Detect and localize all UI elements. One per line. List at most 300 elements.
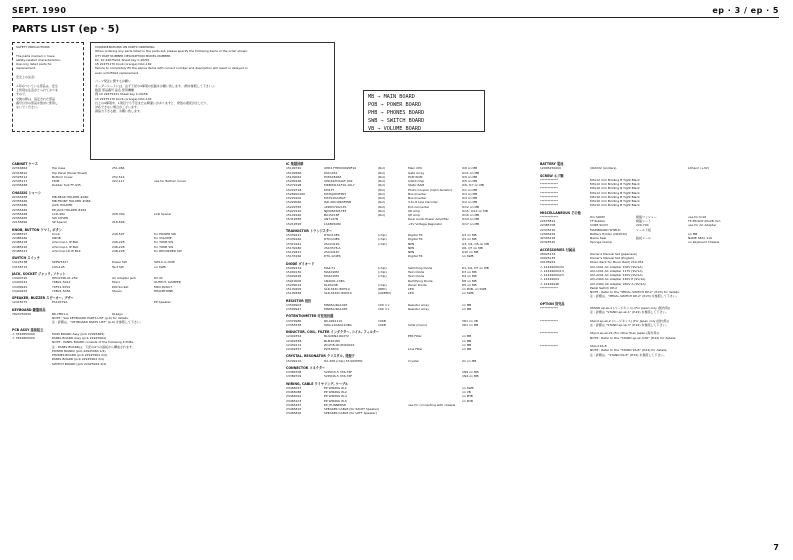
table-cell: 29025135 [540, 256, 556, 260]
table-row [12, 362, 257, 366]
ordering-line: 対応できない場合がございます。 [95, 105, 140, 110]
table-cell: 注 : 詳細は、“KEYBOARD PARTS LIST” (p.9) を参照して下さい。 [52, 320, 143, 325]
table-cell: ************ [540, 186, 558, 191]
table-cell: SWITCH BOARD (pcb 22925964 4/4) [52, 361, 107, 366]
table-cell: Q3 on MB [462, 233, 477, 237]
table-cell: NOTE : See KEYBOARD PARTS LIST (p.9) for details. [52, 316, 129, 320]
table-cell: Bottom Cover [52, 174, 73, 179]
table-cell: 228-300 [112, 211, 125, 216]
table-cell: 248-228 [112, 244, 125, 249]
table-row [286, 323, 531, 327]
safety-line: 番号以外の部品を絶対に使用し [16, 100, 59, 105]
table-cell: 12905250000 [540, 166, 561, 171]
table-cell: IC10 on MB [462, 217, 480, 222]
table-cell: 15199720 [286, 166, 302, 171]
table-cell: NPN [408, 250, 415, 254]
table-cell: YKF51-5054 [52, 284, 71, 289]
table-cell: M3x10 mm Binding B Tight Black [590, 182, 640, 186]
table-cell: 銘板シール [636, 236, 651, 240]
table-cell: 22355465 [12, 216, 28, 220]
table-cell: on SWB [462, 385, 474, 390]
table-cell: LOS-105 [52, 264, 65, 269]
table-cell: BLM32180 [324, 338, 340, 343]
table-cell: NOTE : PANEL BOARD consists of the following 4 PCBs. [52, 340, 134, 345]
table-cell: M3x16 mm Binding B Tight Black [590, 199, 640, 203]
table-cell: SW COVER [52, 216, 69, 220]
table-cell: 13379980 [286, 318, 302, 323]
table-cell: 15299166 [286, 179, 302, 183]
table-cell: Owner's Manual Set (English) [590, 256, 635, 260]
table-cell: M4x16 mm Binding B Tight Black [590, 194, 640, 199]
table-cell: on SWB [154, 264, 166, 269]
table-cell: (chip) [378, 237, 387, 242]
safety-line: 上特別な注意がとられておりま [16, 87, 59, 92]
table-cell: IC16 on MB [462, 213, 480, 217]
table-cell: on MB [688, 231, 698, 236]
table-cell: for TONE SW [154, 240, 174, 245]
table-cell: 22335117 [12, 179, 28, 183]
table-cell: for POWER SW [154, 231, 177, 236]
table-cell: OP Amp [408, 213, 421, 217]
table-cell: MA4X2M2 [324, 270, 340, 274]
board-legend [363, 90, 485, 132]
table-cell: (Rol) [378, 196, 385, 200]
table-cell: NJM4565M-TE3 [324, 208, 347, 213]
parts-column-2 [286, 162, 531, 416]
table-cell: 樹脂シート [636, 219, 652, 223]
table-cell: IC9 on MB [462, 174, 478, 179]
table-cell: Bus Inverter [408, 196, 427, 200]
table-row [540, 166, 780, 170]
table-row [12, 265, 257, 269]
table-cell: IC2 on MB [462, 200, 478, 205]
table-cell: CORE SCCH [590, 223, 608, 228]
table-cell: on VB [462, 390, 471, 394]
table-cell: X1 on MB [462, 358, 477, 363]
table-cell: M3x12 mm Binding B Tight Black [590, 177, 640, 182]
table-cell: 246-228 [112, 240, 125, 245]
table-cell: 15109348 [286, 291, 302, 296]
table-cell: EP WIRING W-1 [324, 385, 347, 390]
table-cell: ⚠ 12449000/33 [540, 264, 564, 269]
table-cell: A/Scroop L IP BLK [52, 244, 79, 249]
table-cell: A/Scroop L IP BLK [52, 240, 79, 245]
table-cell: 61keys [112, 311, 123, 316]
table-cell: Stand ep-sk-2k (For other than Japan (海外用)) [590, 331, 659, 336]
table-row [286, 411, 531, 415]
table-cell: 12439174 [286, 342, 302, 347]
table-cell: (chip) [378, 241, 387, 246]
table-cell: Power SW [112, 260, 127, 265]
table-cell: ************ [540, 331, 558, 336]
table-cell: +5V Voltage Regulator [408, 221, 443, 226]
table-cell: D1, D2, D7 on MB [462, 265, 489, 270]
ordering-line: 数量 部品番号 品名 使用機種 [95, 87, 134, 92]
table-cell: M3x10 mm Binding B Tight Black [590, 203, 640, 208]
table-cell: Resistor Array [408, 307, 430, 311]
safety-line: SAFETY PRECAUTIONS [16, 45, 50, 49]
ordering-line: Ex. 10 22675241 Sheet key C-20/56 [95, 57, 150, 62]
table-cell: MIDI IN/OUT [154, 284, 173, 289]
table-row [12, 300, 257, 304]
safety-line: 交換の際は、指定された部品 [16, 96, 56, 101]
table-cell: 22325520 [540, 240, 556, 245]
table-cell: 15229718 [286, 187, 302, 192]
table-cell: 13440252 [12, 288, 28, 293]
table-row [286, 254, 531, 258]
table-cell: use for IC16 [688, 214, 707, 219]
table-cell: ⚠ 12449000/13 [540, 268, 564, 273]
table-cell: IC12 on MB [462, 204, 480, 209]
table-cell: LCD Spacer [154, 211, 172, 216]
table-cell: for TONE SW [154, 244, 174, 249]
ordering-line: 15 22475170 Knob (orange) DAC-102 [95, 62, 152, 67]
table-row [286, 347, 531, 351]
table-cell: 22325514 [12, 174, 28, 179]
table-cell: MB REAR HOLDER #460 [52, 194, 89, 199]
table-cell: Twin Diode [408, 270, 425, 274]
section-heading: KEYBOARD 鍵盤部品 [12, 307, 46, 312]
table-cell: (chip) [378, 274, 387, 279]
board-legend-item: MB → MAIN BOARD [368, 94, 415, 100]
table-row [286, 222, 531, 226]
ordering-line: even unfulfilled replacement. [95, 70, 140, 75]
table-row [540, 353, 780, 357]
table-cell: Q1 on MB [462, 237, 477, 242]
table-cell: NAME SEAL 119 [688, 236, 712, 240]
table-cell: 252-514 [112, 174, 125, 179]
table-cell: 13509903 [286, 302, 302, 307]
table-cell: UPD4 FHE0090Z9F10 [324, 166, 357, 171]
table-cell: 22675812 [540, 219, 556, 223]
table-cell: 42305118 [540, 236, 556, 240]
table-cell: Switching Diode [408, 265, 433, 270]
table-cell: 3-to-8 Line Decoder [408, 200, 438, 205]
table-cell: 15209012 [286, 282, 302, 287]
table-cell: PLT1R63C [324, 347, 339, 351]
table-cell: CN4 on MB [462, 374, 479, 379]
table-cell: ⚠ 7824850000 [12, 331, 35, 336]
table-cell: Music Rack for Music Rest) 210-954 [590, 260, 644, 265]
table-cell: BA15218F [324, 213, 340, 217]
table-cell: NPN [408, 241, 415, 246]
safety-line: replacement. [16, 66, 36, 71]
table-cell: RK-09K1110 [324, 318, 343, 323]
table-cell: NOTE : Refer to the “STAND ep-sk-3/3k” (P.22) for details. [590, 335, 677, 340]
table-cell: YKB21-5056 [52, 288, 71, 293]
table-cell: 1N4001-10EA [324, 278, 345, 283]
table-cell: HEC0398-01-250 [52, 276, 78, 280]
table-cell: ⚠ 7824860000 [12, 336, 35, 340]
table-cell: 22355480 [12, 203, 28, 208]
table-cell: on MB [462, 302, 472, 307]
table-cell: Dual Audio Power Amplifier [408, 217, 449, 222]
table-cell: D8 on MB [462, 278, 477, 283]
table-cell: DTC-124ES [324, 254, 341, 259]
table-cell: ************ [540, 203, 558, 208]
table-cell: (Rol) [378, 166, 385, 171]
table-cell: Zener Diode [408, 282, 427, 287]
table-cell: ⚠ 12449000/23 [540, 273, 564, 277]
table-cell: on MB [462, 338, 472, 343]
table-cell: MAINBOARD SHIELD [590, 227, 621, 232]
table-cell: 22355466 [12, 199, 28, 203]
table-cell: MA4-T1 [324, 265, 336, 270]
table-cell: 22485223 [12, 248, 28, 253]
header-model: ep · 3 / ep · 5 [712, 6, 779, 15]
table-cell: 22335468 [12, 183, 28, 188]
table-cell: 15139180 [286, 245, 302, 250]
table-cell: Static RAM [408, 183, 425, 188]
table-cell: 22355482 [12, 207, 28, 212]
table-cell: SP Spacer [52, 220, 68, 225]
section-heading: PCB ASSY 基板組立 [12, 327, 44, 332]
table-cell: (Rol) [378, 200, 385, 205]
table-cell: D3 on MB [462, 270, 477, 274]
table-cell: 13439925 [12, 284, 28, 289]
table-cell: Tact SW [112, 264, 124, 269]
table-cell: 12449358 [286, 338, 302, 343]
table-cell: PANEL BOARD Assy (pcb 22925964) [52, 336, 107, 340]
table-cell: 22385708 [540, 223, 556, 228]
table-cell: Battery Holder (CR2032) [590, 231, 628, 236]
table-cell: (RED) [378, 287, 387, 291]
table-cell: ************ [540, 305, 558, 310]
table-cell: EP JTUNNERSE [324, 402, 346, 407]
table-cell: Stand ep-sk-2 (ベージキッス) (For Japan only (国内用)) [590, 318, 669, 323]
table-cell: SWA-19ASDL1DBA [324, 322, 352, 327]
table-cell: 52PO4S-5 336-76F [324, 374, 353, 379]
section-heading: RESISTOR 抵抗 [286, 298, 312, 303]
safety-line: 安全上の注意： [16, 75, 38, 80]
table-cell: EP WIRING W-2 [324, 390, 347, 394]
table-cell: D5 on MB [462, 282, 477, 287]
table-cell: SPEAKER CABLE (for RIGHT Speaker) [324, 407, 380, 411]
table-cell: SPEAKER CABLE (for LEFT Speaker) [324, 411, 377, 416]
table-cell: 15129421 [286, 250, 302, 254]
table-row [540, 203, 780, 207]
section-heading: CABINET ケース [12, 162, 38, 166]
table-cell: 251-984 [112, 166, 125, 171]
table-cell: EP Speaker [154, 300, 171, 305]
table-cell: Knob [52, 231, 60, 236]
table-cell: 22355468 [12, 211, 28, 216]
table-row [286, 359, 531, 363]
table-cell: ************ [540, 214, 558, 219]
table-cell: on MB [462, 334, 472, 339]
table-cell: 52PO1S-5 336-76F [324, 370, 353, 374]
table-cell: 15279198 [286, 183, 302, 188]
table-cell: 7824750000 [12, 311, 32, 316]
table-cell: NOTE : Refer to the “STAND KS-8” (P.24) for details. [590, 348, 668, 353]
table-cell: SW10 on POB [154, 260, 175, 265]
table-cell: ⚠ 12449004 [540, 277, 559, 282]
table-cell: (Rol) [378, 183, 385, 188]
table-cell: on MB [462, 342, 472, 347]
ordering-line: 例 10 22675241 Sheet key C-20/56 [95, 92, 148, 97]
safety-precautions-box [12, 42, 84, 132]
table-cell: Rubber foot FF-035 [52, 183, 81, 188]
table-cell: on POB [462, 398, 473, 403]
table-cell: 注 : 詳細は、“PEDAL SWITCH DP-2” (P.23) を参照して下さい。 [590, 294, 679, 299]
table-cell: DTA114EK [324, 233, 340, 237]
section-heading: SPEAKER, BUZZER スピーカー, ブザー [12, 296, 74, 300]
table-cell: 15019006 [286, 278, 302, 283]
table-cell: KNOB [52, 236, 61, 240]
table-cell: ACI-240A AC Adapter 240V A (9V/1A) [590, 281, 646, 286]
table-cell: ************ [540, 285, 558, 290]
table-cell: on Keyboard Chassis [688, 240, 720, 245]
table-cell: 22485597 [12, 231, 28, 236]
table-cell: (Rol) [378, 191, 385, 196]
table-cell: MA4X2M2 [324, 274, 340, 279]
table-cell: HA-308 (chip) 33.000MHz [324, 358, 363, 363]
table-cell: Q6, Q7 on MB [462, 245, 483, 250]
table-cell: 15299110 [286, 358, 302, 363]
table-cell: Q10 on MB [462, 250, 479, 254]
section-heading: CHASSIS シャーシ [12, 190, 42, 195]
board-legend-item: SWB → SWITCH BOARD [368, 118, 425, 124]
table-row [540, 294, 780, 298]
table-cell: 1528200160 [286, 191, 306, 196]
table-cell: M48M41S1F10-10L7 [324, 183, 355, 188]
table-cell: Mono [112, 280, 121, 285]
table-cell: KSC1051 [324, 170, 338, 175]
ordering-line: オーダーシートには、必ず下記の4事項の記載をお願い致します。(例を参照して下さい。) [95, 83, 215, 88]
safety-line: ⚠印のついている部品は、安全 [16, 83, 58, 88]
table-cell: ISD-46C1860FP5B [324, 200, 352, 205]
table-cell: 249-597 [112, 231, 125, 236]
table-cell: CR2032 (Andlers) [590, 166, 617, 171]
table-cell: Line Filter [408, 347, 423, 351]
table-cell: uPD6379G3-E1 [324, 204, 347, 209]
table-cell: シールド板 [636, 227, 651, 232]
table-cell: 28025134 [540, 251, 556, 256]
table-cell: PHONES BOARD (pcb 22925964 2/4) [52, 353, 107, 357]
table-cell: 13389709 [286, 374, 302, 379]
table-cell: PANEL BOARD (pcb 22925964 3/4) [52, 357, 104, 362]
table-cell: SPPW3327 [52, 260, 69, 265]
table-cell: 22316864 [12, 166, 28, 171]
parts-ordering-box [90, 42, 335, 160]
table-cell: Stand KS-8 [590, 344, 607, 348]
table-cell: on MB [462, 347, 472, 351]
table-cell: Rectifying Diode [408, 278, 433, 283]
section-heading: SCREW ネジ類 [540, 173, 564, 178]
table-cell: 216-696 [112, 220, 125, 225]
table-cell: IC1 on MB [462, 187, 478, 192]
table-cell: VR1 on MB [462, 322, 479, 327]
table-cell: M3x16 mm Binding B Tight Black [590, 186, 640, 191]
table-cell: on SWB [462, 254, 474, 259]
table-cell: Digital TR [408, 254, 423, 259]
table-cell: EP JACK HOLDER #462 [52, 207, 87, 212]
table-cell: Lithium (+3V) [688, 166, 710, 171]
table-row [12, 320, 257, 324]
ordering-line: 以上の4事項中、1項目でも不足または間違いがありますと、発送の遅延が生じたり、 [95, 100, 210, 105]
section-heading: ACCESSORIES 付属品 [540, 247, 576, 252]
table-cell: OP Amp [408, 208, 421, 213]
table-row [286, 291, 531, 295]
section-heading: WIRING, CABLE ワイヤリング, ケーブル [286, 381, 349, 386]
table-cell: ACI-1201 AC Adapter 117V (9V/1A) [590, 268, 643, 273]
table-cell: DIN Socket [112, 284, 129, 289]
table-cell: JACK HOLDER [52, 203, 73, 208]
table-cell: on PHB [462, 394, 473, 399]
table-cell: use for Bottom Cover [154, 179, 187, 183]
table-cell: (Rol) [378, 208, 385, 213]
table-cell: 22335210 [540, 227, 556, 232]
table-cell: POWER BOARD (pcb 22925964 1/4) [52, 348, 106, 353]
table-cell: Digital TR [408, 233, 423, 237]
table-cell: MB FRONT HOLDER #466 [52, 199, 91, 203]
table-cell: 23465816 [286, 411, 302, 416]
table-cell: MAIN BOARD Assy (pcb 22925869) [52, 331, 105, 336]
section-heading: SWITCH スイッチ [12, 256, 40, 260]
table-cell: Owner's Manual Set (Japanese) [590, 251, 637, 256]
table-cell: M37S1K228AF [324, 196, 346, 200]
table-cell: EP WIRING W-5 [324, 398, 347, 403]
table-cell: IC5 on MB [462, 179, 478, 183]
table-cell: LED [408, 291, 414, 296]
table-cell: LCD-462 [52, 211, 65, 216]
table-cell: LED [408, 287, 414, 291]
table-cell: D/A Converter [408, 204, 430, 209]
table-cell: TF-PR-SCP 20x28 mm [688, 219, 721, 223]
table-cell: 13440720 [12, 276, 28, 280]
table-cell: (chip) [378, 282, 387, 287]
header-rule [12, 17, 779, 18]
table-cell: Top Panel (Panel Sheet) [52, 170, 88, 175]
ordering-line: 15 22475170 Knob (orange) DAC-102 [95, 96, 152, 101]
table-cell: 15339221 [286, 233, 302, 237]
table-cell: ************ [540, 199, 558, 203]
table-row [12, 289, 257, 293]
parts-column-1 [12, 162, 257, 366]
table-cell: IC6, IC7 on MB [462, 183, 484, 188]
table-cell: 10K ×× [378, 307, 390, 311]
table-cell: 15319585 [286, 217, 302, 222]
table-cell: Sponge Clamp [590, 240, 612, 245]
board-legend-item: VB → VOLUME BOARD [368, 126, 422, 132]
table-cell: AN7147N [324, 217, 339, 222]
table-cell: Main CPU [408, 166, 423, 171]
table-cell: 2SC4416Y [324, 250, 340, 254]
table-cell: VR1 on VB [462, 318, 478, 323]
section-heading: BATTERY 電池 [540, 162, 564, 166]
table-cell: Name Seal [590, 236, 607, 240]
table-cell: Q3, Q4, Q5 on MB [462, 241, 489, 246]
table-cell: 12905429 [540, 231, 556, 236]
table-cell: EP WIRING W-4 [324, 394, 347, 399]
table-cell: ACI-2404 AC Adapter 240V E (9V/1A) [590, 277, 646, 282]
table-cell: 15199566 [286, 170, 302, 175]
table-cell: 13355538 [286, 322, 302, 327]
table-cell: SLR-343C 80PI10 [324, 287, 350, 291]
table-cell: ZCAT-B-00-PDZ0016 [324, 342, 355, 347]
table-cell: (Rol) [378, 213, 385, 217]
section-heading: MISCELLANEOUS その他 [540, 210, 581, 215]
table-cell: 13440144 [12, 280, 28, 285]
table-cell: ************ [540, 318, 558, 323]
ordering-line: QTY PART NUMBER DESCRIPTION MODEL NUMBER [95, 53, 171, 58]
board-legend-item: POB → POWER BOARD [368, 102, 422, 108]
table-cell: (Rol) [378, 204, 385, 209]
table-cell: AC Adapter Jack [112, 276, 137, 280]
table-cell: 13125138 [12, 260, 28, 265]
section-heading: INDUCTOR, COIL, FILTER インダクター, コイル, フィルター [286, 330, 380, 334]
ordering-line: 御協力下さる様、お願い致します。 [95, 109, 143, 114]
